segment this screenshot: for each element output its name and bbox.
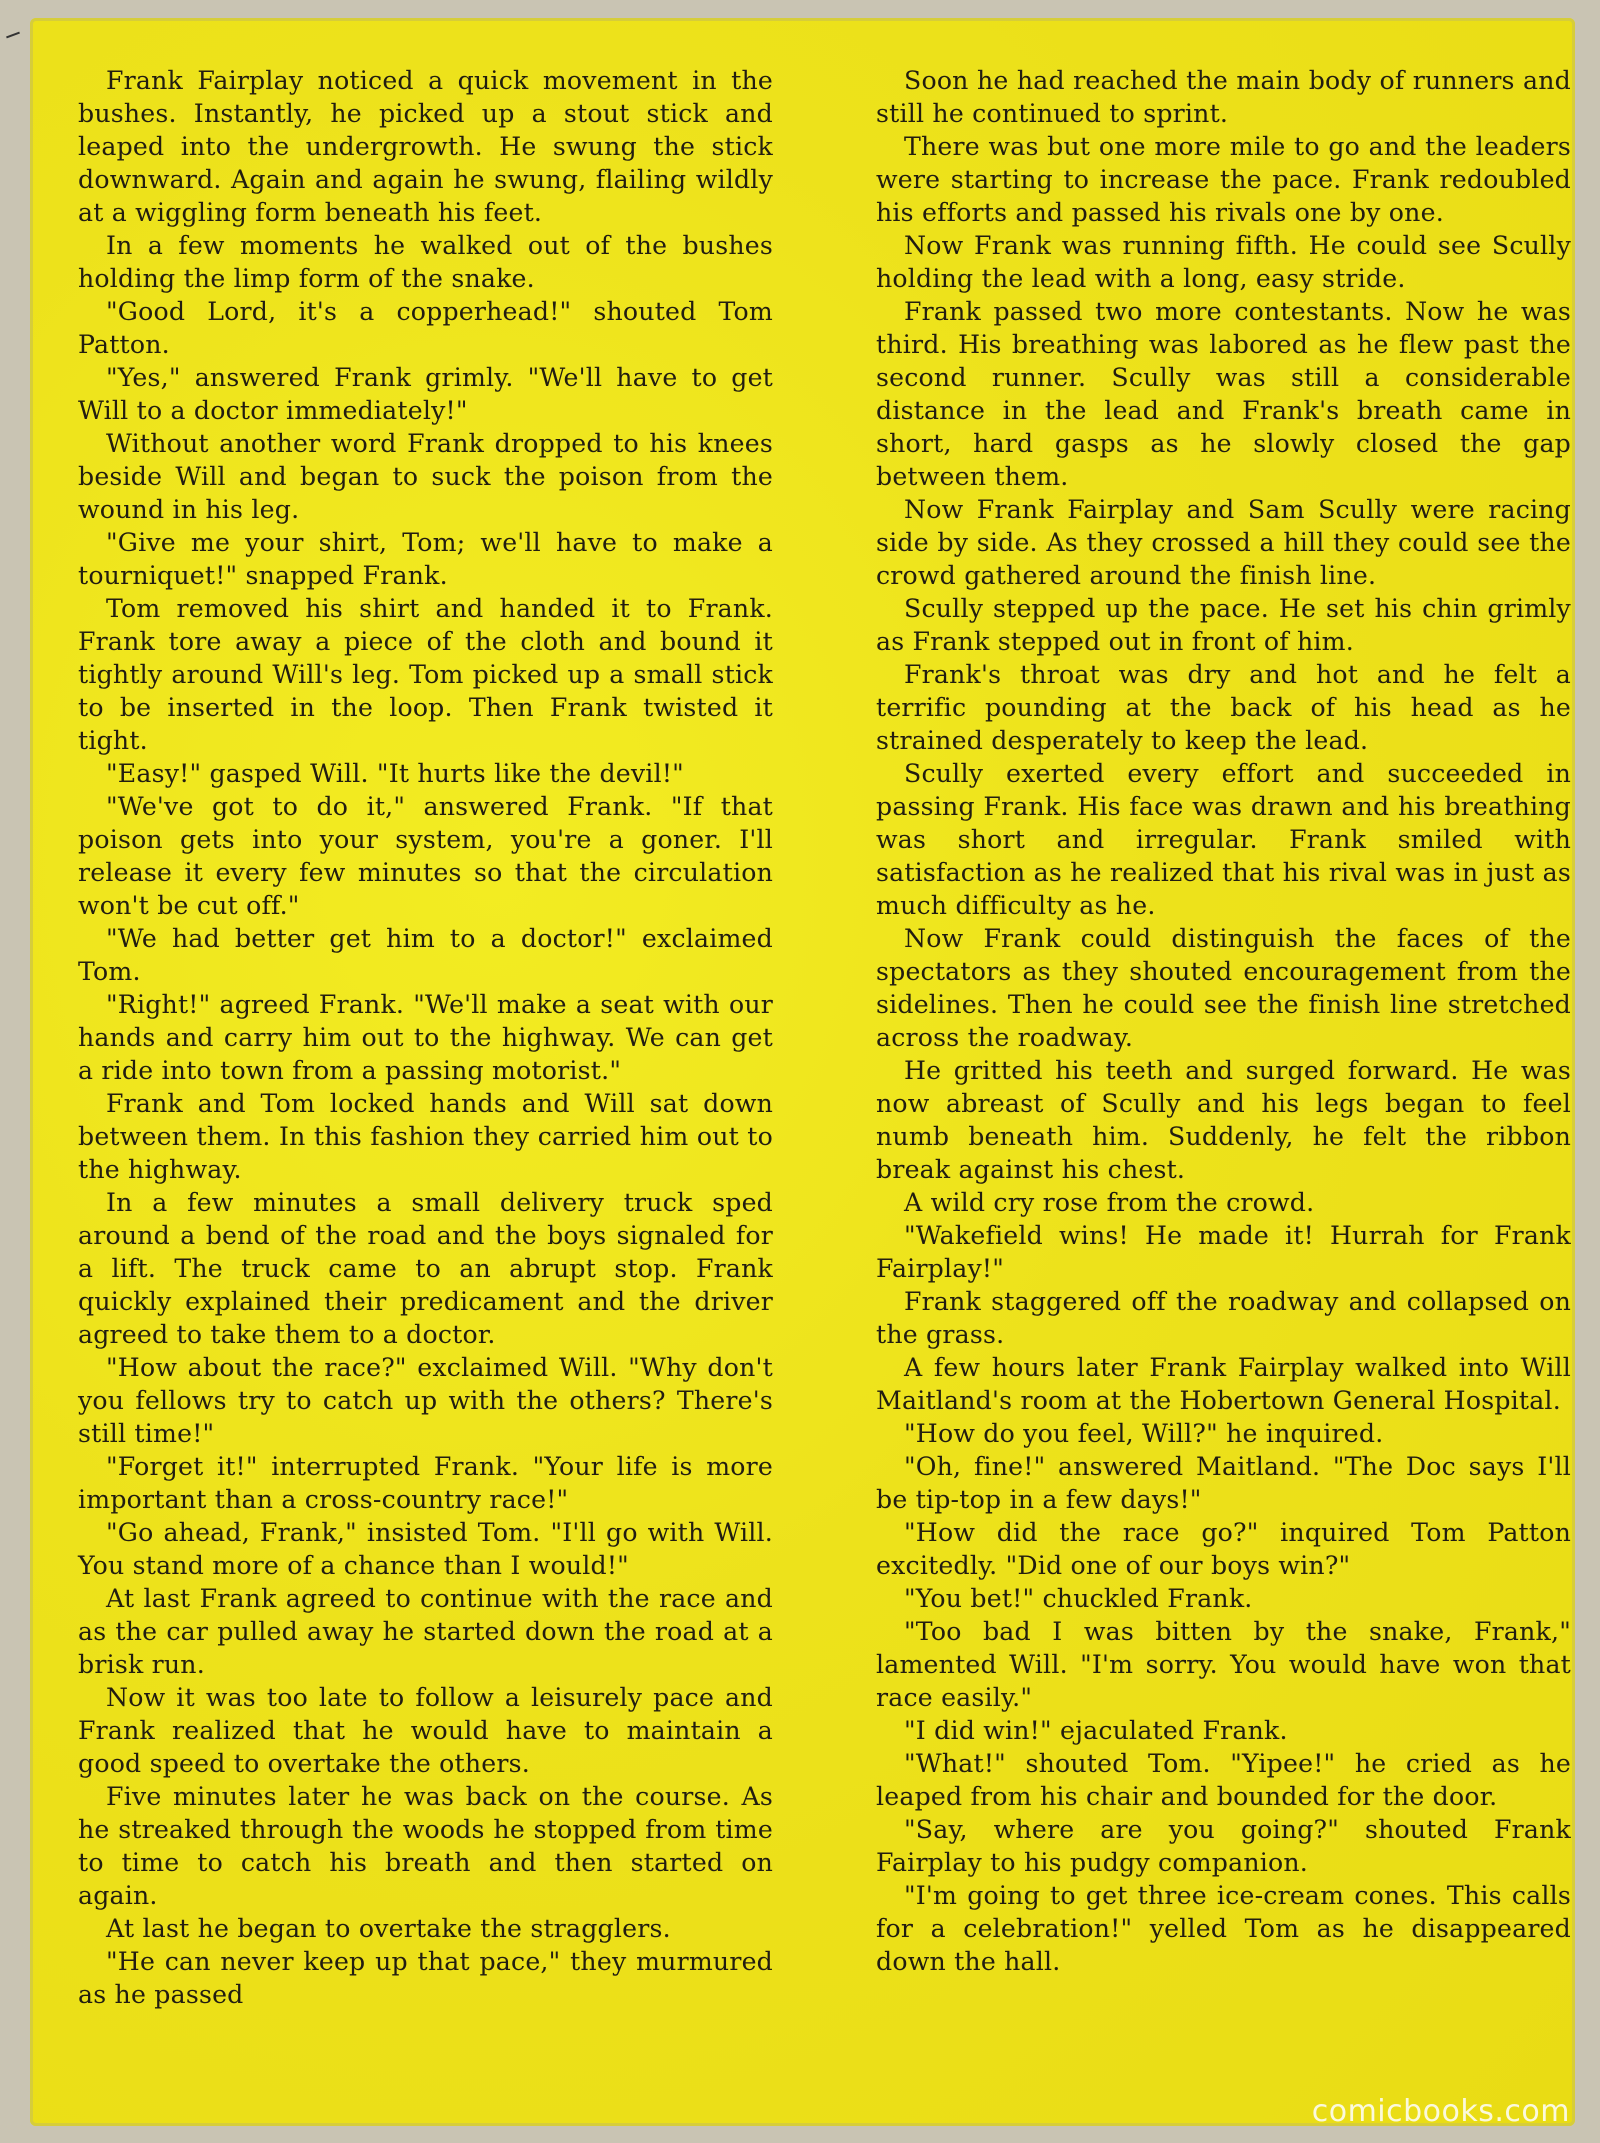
paragraph: "Wakefield wins! He made it! Hurrah for Frank Fairplay!": [876, 1221, 1571, 1283]
paragraph: Now it was too late to follow a leisurely pace and Frank realized that he would have to maintain a good speed to overtake the others.: [78, 1683, 773, 1778]
paragraph: Now Frank Fairplay and Sam Scully were racing side by side. As they crossed a hill they could see the crowd gathered around the finish line.: [876, 495, 1571, 590]
paragraph: Five minutes later he was back on the course. As he streaked through the woods he stopped from time to time to catch his breath and then started on again.: [78, 1782, 773, 1910]
paragraph: "Too bad I was bitten by the snake, Frank," lamented Will. "I'm sorry. You would have won that race easily.": [876, 1617, 1571, 1712]
left-column: [78, 64, 773, 2011]
paragraph: "What!" shouted Tom. "Yipee!" he cried as he leaped from his chair and bounded for the door.: [876, 1749, 1571, 1811]
paragraph: Frank and Tom locked hands and Will sat down between them. In this fashion they carried him out to the highway.: [78, 1089, 773, 1184]
paragraph: "How did the race go?" inquired Tom Patton excitedly. "Did one of our boys win?": [876, 1518, 1571, 1580]
paragraph: "We've got to do it," answered Frank. "If that poison gets into your system, you're a goner. I'll release it every few minutes so that the circulation won't be cut off.": [78, 792, 773, 920]
watermark: comicbooks.com: [1311, 2094, 1570, 2129]
paragraph: Tom removed his shirt and handed it to Frank. Frank tore away a piece of the cloth and bound it tightly around Will's leg. Tom picked up a small stick to be inserted in the loop. Then Frank twisted it tight.: [78, 594, 773, 755]
paragraph: "Give me your shirt, Tom; we'll have to make a tourniquet!" snapped Frank.: [78, 528, 773, 590]
right-column: [876, 64, 1571, 1978]
paragraph: "Oh, fine!" answered Maitland. "The Doc says I'll be tip-top in a few days!": [876, 1452, 1571, 1514]
paragraph: Soon he had reached the main body of runners and still he continued to sprint.: [876, 66, 1571, 128]
paragraph: In a few moments he walked out of the bushes holding the limp form of the snake.: [78, 231, 773, 293]
paragraph: A few hours later Frank Fairplay walked into Will Maitland's room at the Hobertown General Hospital.: [876, 1353, 1571, 1415]
paragraph: At last he began to overtake the stragglers.: [106, 1914, 671, 1943]
paragraph: Without another word Frank dropped to his knees beside Will and began to suck the poison from the wound in his leg.: [78, 429, 773, 524]
paragraph: At last Frank agreed to continue with the race and as the car pulled away he started down the road at a brisk run.: [78, 1584, 773, 1679]
paragraph: Scully stepped up the pace. He set his chin grimly as Frank stepped out in front of him.: [876, 594, 1571, 656]
paragraph: There was but one more mile to go and the leaders were starting to increase the pace. Frank redoubled his efforts and passed his rivals one by one.: [876, 132, 1571, 227]
paragraph: Now Frank was running fifth. He could see Scully holding the lead with a long, easy stride.: [876, 231, 1571, 293]
paragraph: "Easy!" gasped Will. "It hurts like the devil!": [106, 759, 684, 788]
paragraph: "Yes," answered Frank grimly. "We'll have to get Will to a doctor immediately!": [78, 363, 773, 425]
paragraph: "How do you feel, Will?" he inquired.: [904, 1419, 1384, 1448]
paragraph: "How about the race?" exclaimed Will. "Why don't you fellows try to catch up with the others? There's still time!": [78, 1353, 773, 1448]
paragraph: Frank Fairplay noticed a quick movement in the bushes. Instantly, he picked up a stout stick and leaped into the undergrowth. He swung the stick downward. Again and again he swung, flailing wildly at a wiggling form beneath his feet.: [78, 66, 773, 227]
paragraph: He gritted his teeth and surged forward. He was now abreast of Scully and his legs began to feel numb beneath him. Suddenly, he felt the ribbon break against his chest.: [876, 1056, 1571, 1184]
paragraph: In a few minutes a small delivery truck sped around a bend of the road and the boys signaled for a lift. The truck came to an abrupt stop. Frank quickly explained their predicament and the driver agreed to take them to a doctor.: [78, 1188, 773, 1349]
story-page: [30, 18, 1575, 2126]
paragraph: "I did win!" ejaculated Frank.: [904, 1716, 1288, 1745]
scan-mark: [6, 32, 20, 39]
paragraph: Frank passed two more contestants. Now he was third. His breathing was labored as he flew past the second runner. Scully was still a considerable distance in the lead and Frank's breath came in short, hard gasps as he slowly closed the gap between them.: [876, 297, 1571, 491]
paragraph: Frank's throat was dry and hot and he felt a terrific pounding at the back of his head as he strained desperately to keep the lead.: [876, 660, 1571, 755]
paragraph: "He can never keep up that pace," they murmured as he passed: [78, 1947, 773, 2009]
paragraph: "Go ahead, Frank," insisted Tom. "I'll go with Will. You stand more of a chance than I would!": [78, 1518, 773, 1580]
paragraph: Scully exerted every effort and succeeded in passing Frank. His face was drawn and his breathing was short and irregular. Frank smiled with satisfaction as he realized that his rival was in just as much difficulty as he.: [876, 759, 1571, 920]
paragraph: "Right!" agreed Frank. "We'll make a seat with our hands and carry him out to the highway. We can get a ride into town from a passing motorist.": [78, 990, 773, 1085]
paragraph: "Forget it!" interrupted Frank. "Your life is more important than a cross-country race!": [78, 1452, 773, 1514]
paragraph: A wild cry rose from the crowd.: [904, 1188, 1315, 1217]
paragraph: "Good Lord, it's a copperhead!" shouted Tom Patton.: [78, 297, 773, 359]
paragraph: "I'm going to get three ice-cream cones. This calls for a celebration!" yelled Tom as he disappeared down the hall.: [876, 1881, 1571, 1976]
paragraph: "Say, where are you going?" shouted Frank Fairplay to his pudgy companion.: [876, 1815, 1571, 1877]
paragraph: Frank staggered off the roadway and collapsed on the grass.: [876, 1287, 1571, 1349]
paragraph: Now Frank could distinguish the faces of the spectators as they shouted encouragement from the sidelines. Then he could see the finish line stretched across the roadway.: [876, 924, 1571, 1052]
paragraph: "We had better get him to a doctor!" exclaimed Tom.: [78, 924, 773, 986]
paragraph: "You bet!" chuckled Frank.: [904, 1584, 1253, 1613]
